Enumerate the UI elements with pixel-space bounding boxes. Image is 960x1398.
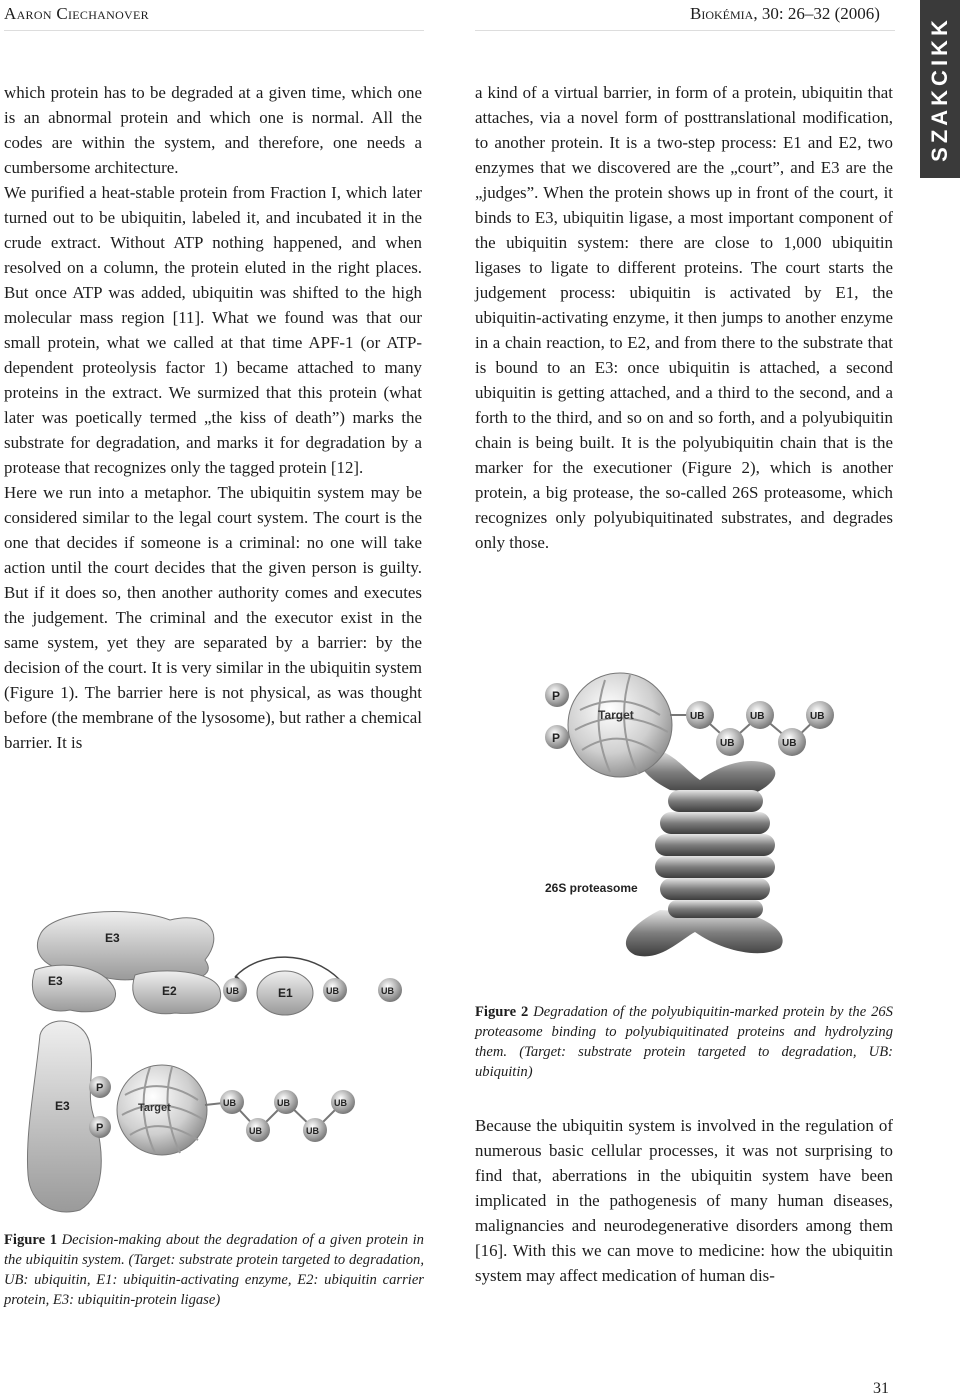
- figure-2-caption: [475, 1002, 893, 1082]
- ubiquitin-chain: [220, 1090, 355, 1142]
- e3-label: E3: [48, 974, 63, 988]
- header-rule-left: [4, 30, 424, 31]
- ub-label: UB: [226, 986, 239, 996]
- right-column-bottom: [475, 1113, 893, 1288]
- phosphate-label: P: [552, 689, 561, 703]
- proteasome-label: 26S proteasome: [545, 881, 638, 895]
- right-column-top: [475, 80, 893, 555]
- target-label: Target: [598, 708, 634, 722]
- ub-label: UB: [782, 738, 797, 749]
- ubiquitin-chain: [686, 701, 834, 756]
- e3-label: E3: [105, 931, 120, 945]
- paragraph: Here we run into a metaphor. The ubiquitin system may be considered similar to the legal court system. The court is the one that decides if someone is a criminal: no one will take action until the court decides that the given person is guilty. But if it does so, then another authority comes and executes the judgement. The criminal and the executor exist in the same system, yet they are separated by a barrier: by the decision of the court. It is very similar in the ubiquitin system (Figure 1). The barrier here is not physical, as was thought before (the membrane of the lysosome), but rather a chemical barrier. It is: [4, 483, 422, 752]
- e3-label: E3: [55, 1099, 70, 1113]
- ub-label: UB: [249, 1126, 262, 1136]
- running-head-author: Aaron Ciechanover: [4, 4, 149, 23]
- ub-label: UB: [326, 986, 339, 996]
- ub-label: UB: [750, 711, 765, 722]
- paragraph: a kind of a virtual barrier, in form of a protein, ubiquitin that attaches, via a novel form of posttranslational modification, to another protein. It is a two-step process: E1 and E2, two enzymes that we discovered are the „court”, and E3 are the „judges”. When the protein shows up in front of the court, it binds to E3, ubiquitin ligase, a most important component of the ubiquitin system: there are close to 1,000 ubiquitin ligases to ligate to different proteins. The court starts the judgement process: ubiquitin is activated by E1, the ubiquitin-activating enzyme, it then jumps to another enzyme in a chain reaction, to E2, and from there to the substrate that is bound to an E3: once ubiquitin is attached, a second ubiquitin is getting attached, and a third to the second, and a forth to the third, and so on and so forth, and a polyubiquitin chain is being built. It is the polyubiquitin chain that is the marker for the executioner (Figure 2), which is another protein, a big protease, the so-called 26S proteasome, which recognizes only polyubiquitinated substrates, and degrades only those.: [475, 83, 893, 552]
- phosphate-label: P: [96, 1082, 104, 1094]
- ub-label: UB: [690, 711, 705, 722]
- journal-name: Biokémia,: [690, 4, 758, 23]
- ub-label: UB: [381, 986, 394, 996]
- e2-label: E2: [162, 984, 177, 998]
- figure-1-caption-label: Figure 1: [4, 1232, 57, 1248]
- paragraph: Because the ubiquitin system is involved in the regulation of numerous basic cellular processes, it was not surprising to find that, aberrations in the ubiquitin system have been implicated in the pathogenesis of many human diseases, malignancies and neurodegenerative disorders among them [16]. With this we can move to medicine: how the ubiquitin system may affect medication of human dis-: [475, 1116, 893, 1285]
- ub-label: UB: [720, 738, 735, 749]
- phosphate-label: P: [552, 731, 561, 745]
- figure-1-caption: [4, 1230, 424, 1310]
- volume-pages: 30: 26–32 (2006): [761, 4, 880, 23]
- paragraph: We purified a heat-stable protein from Fraction I, which later turned out to be ubiquitin, labeled it, and incubated it in the crude extract. Without ATP nothing happened, and when resolved on a column, the protein eluted in the right places. But once ATP was added, ubiquitin was shifted to the high molecular mass region [11]. What we found was that our small protein, what we called at that time APF-1 (or ATP-dependent proteolysis factor 1) became attached to many proteins in the extract. We surmized that this protein (what later was poetically termed „the kiss of death”) marks the substrate for degradation, and marks it for degradation by a protease that recognizes only the tagged protein [12].: [4, 183, 422, 477]
- page-number: 31: [873, 1380, 889, 1397]
- ub-label: UB: [810, 711, 825, 722]
- ub-label: UB: [306, 1126, 319, 1136]
- ub-label: UB: [334, 1098, 347, 1108]
- e3-body-blob: [27, 1021, 104, 1212]
- section-tab: [920, 0, 960, 178]
- figure-2-caption-label: Figure 2: [475, 1004, 529, 1020]
- running-head-citation: [690, 4, 880, 24]
- e2-blob: [133, 971, 221, 1014]
- paragraph: which protein has to be degraded at a given time, which one is an abnormal protein and which one is normal. All the codes are within the system, and therefore, one needs a cumbersome architecture.: [4, 83, 422, 177]
- target-label: Target: [138, 1102, 171, 1114]
- phosphate-label: P: [96, 1122, 104, 1134]
- left-column: [4, 80, 422, 755]
- proteasome-shape: [626, 750, 783, 956]
- e1-label: E1: [278, 986, 293, 1000]
- ub-label: UB: [277, 1098, 290, 1108]
- ub-label: UB: [223, 1098, 236, 1108]
- figure-2-caption-text: Degradation of the polyubiquitin-marked protein by the 26S proteasome binding to polyubiquitinated proteins and hydrolyzing them. (Target: substrate protein targeted to degradation, UB: ubiquitin): [475, 1004, 893, 1080]
- figure-1-illustration: [10, 905, 420, 1220]
- figure-2-illustration: [520, 670, 850, 980]
- figure-1-caption-text: Decision-making about the degradation of a given protein in the ubiquitin system. (Target: substrate protein targeted to degradation, UB: ubiquitin, E1: ubiquitin-activating enzyme, E2: ubiquitin carrier protein, E3: ubiquitin-protein ligase): [4, 1232, 424, 1308]
- header-rule-right: [475, 30, 895, 31]
- section-tab-label: SZAKCIKK: [927, 16, 952, 162]
